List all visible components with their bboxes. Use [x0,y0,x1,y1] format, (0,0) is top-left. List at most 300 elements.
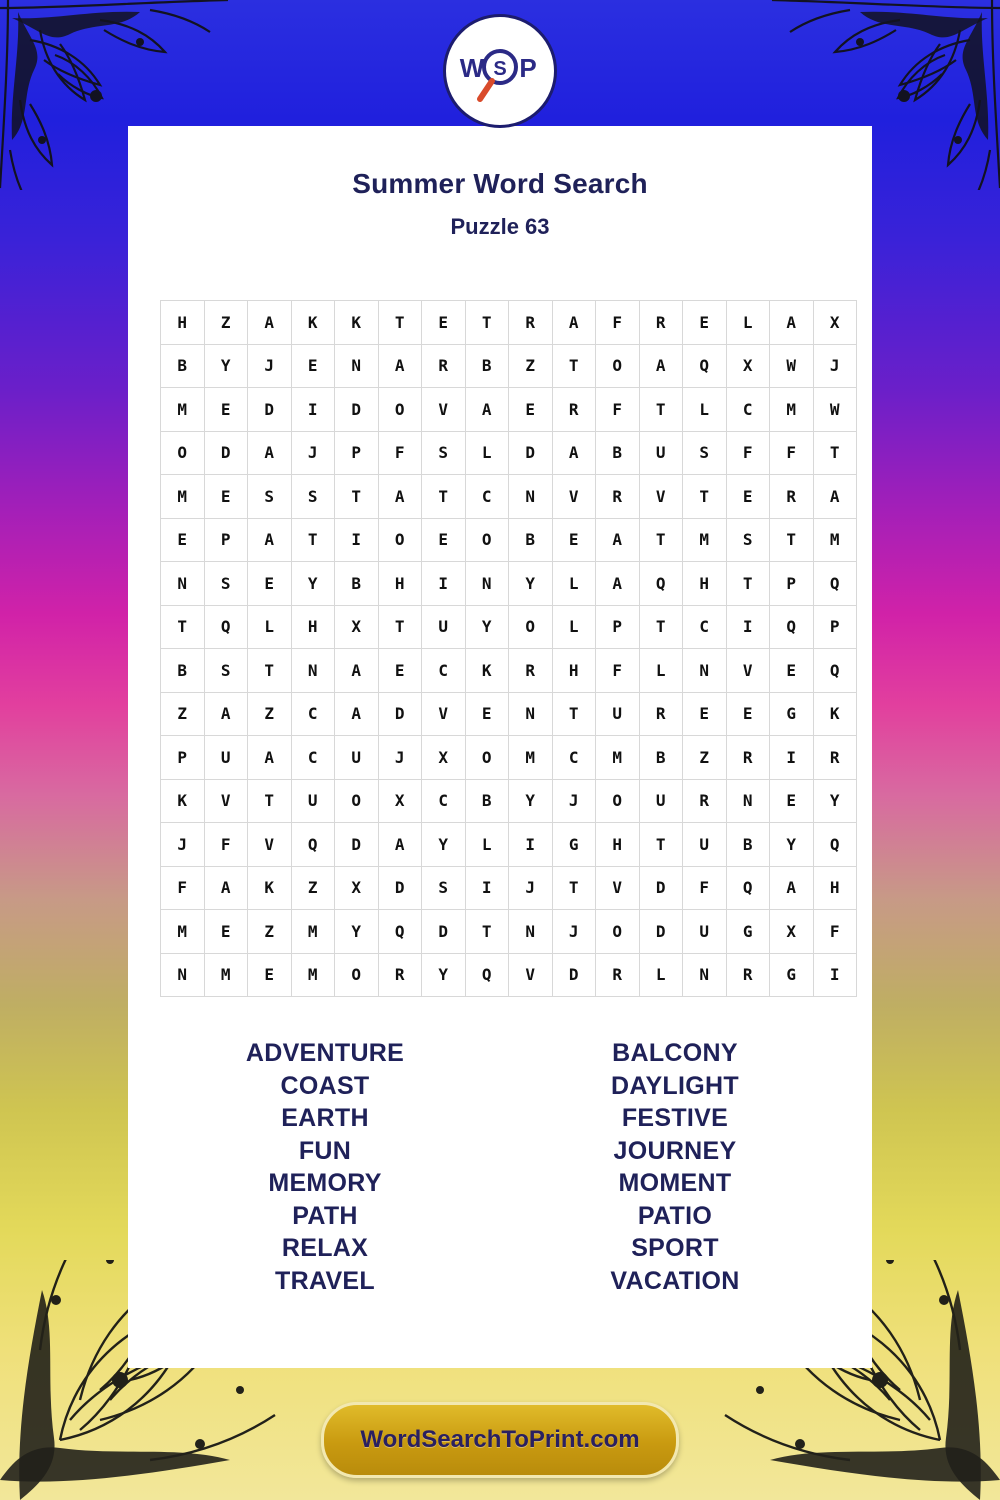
grid-cell[interactable]: A [813,475,857,519]
grid-row [161,344,857,388]
grid-cell[interactable]: A [378,823,422,867]
grid-cell[interactable]: D [509,431,553,475]
grid-cell[interactable]: R [770,475,814,519]
grid-cell[interactable]: T [639,605,683,649]
grid-row [161,605,857,649]
grid-cell[interactable]: Y [770,823,814,867]
grid-cell[interactable]: A [248,736,292,780]
puzzle-sheet [128,126,872,1368]
grid-cell[interactable]: T [465,910,509,954]
grid-cell[interactable]: S [422,431,466,475]
grid-row [161,649,857,693]
grid-cell[interactable]: L [552,605,596,649]
grid-cell[interactable]: A [770,301,814,345]
grid-cell[interactable]: T [248,649,292,693]
word-list-item: MEMORY [268,1169,382,1197]
word-list [160,1037,840,1297]
grid-cell[interactable]: D [335,823,379,867]
grid-cell[interactable]: N [509,692,553,736]
grid-cell[interactable]: V [552,475,596,519]
grid-cell[interactable]: I [770,736,814,780]
grid-cell[interactable]: M [683,518,727,562]
grid-cell[interactable]: I [335,518,379,562]
grid-cell[interactable]: F [596,301,640,345]
grid-row [161,301,857,345]
word-list-item: SPORT [631,1234,719,1262]
grid-cell[interactable]: T [813,431,857,475]
grid-cell[interactable]: H [813,866,857,910]
grid-cell[interactable]: I [726,605,770,649]
grid-cell[interactable]: A [248,301,292,345]
page-title: Summer Word Search [352,168,648,199]
grid-cell[interactable]: Q [465,953,509,997]
grid-cell[interactable]: B [465,779,509,823]
grid-cell[interactable]: X [335,866,379,910]
grid-cell[interactable]: V [509,953,553,997]
grid-cell[interactable]: E [770,649,814,693]
grid-cell[interactable]: F [813,910,857,954]
grid-cell[interactable]: I [422,562,466,606]
grid-cell[interactable]: E [161,518,205,562]
grid-cell[interactable]: A [378,475,422,519]
grid-cell[interactable]: E [683,692,727,736]
grid-cell[interactable]: O [378,518,422,562]
grid-cell[interactable]: P [813,605,857,649]
grid-cell[interactable]: T [552,692,596,736]
grid-cell[interactable]: L [248,605,292,649]
grid-cell[interactable]: J [552,779,596,823]
grid-cell[interactable]: X [726,344,770,388]
grid-cell[interactable]: S [248,475,292,519]
grid-cell[interactable]: A [552,301,596,345]
grid-cell[interactable]: H [683,562,727,606]
grid-cell[interactable]: E [378,649,422,693]
grid-cell[interactable]: O [465,736,509,780]
grid-row [161,910,857,954]
grid-cell[interactable]: Q [813,649,857,693]
grid-cell[interactable]: K [813,692,857,736]
grid-cell[interactable]: A [378,344,422,388]
grid-cell[interactable]: T [726,562,770,606]
grid-cell[interactable]: V [639,475,683,519]
wsp-logo [443,14,557,128]
grid-cell[interactable]: M [291,953,335,997]
grid-cell[interactable]: T [683,475,727,519]
grid-cell[interactable]: N [683,649,727,693]
grid-cell[interactable]: S [291,475,335,519]
grid-cell[interactable]: J [291,431,335,475]
grid-cell[interactable]: D [248,388,292,432]
grid-cell[interactable]: S [422,866,466,910]
grid-cell[interactable]: O [465,518,509,562]
grid-cell[interactable]: W [813,388,857,432]
grid-row [161,475,857,519]
grid-cell[interactable]: B [726,823,770,867]
grid-cell[interactable]: R [509,649,553,693]
grid-cell[interactable]: V [726,649,770,693]
grid-cell[interactable]: U [291,779,335,823]
grid-cell[interactable]: E [248,562,292,606]
word-search-grid-wrapper [160,300,840,997]
grid-cell[interactable]: G [770,692,814,736]
grid-cell[interactable]: X [335,605,379,649]
grid-cell[interactable]: R [596,475,640,519]
grid-row [161,779,857,823]
word-list-item: TRAVEL [275,1266,375,1295]
word-list-right-column [510,1037,840,1297]
grid-cell[interactable]: M [161,388,205,432]
grid-cell[interactable]: L [639,649,683,693]
grid-cell[interactable]: D [378,866,422,910]
grid-cell[interactable]: E [422,518,466,562]
grid-cell[interactable]: D [639,910,683,954]
grid-cell[interactable]: V [422,388,466,432]
grid-cell[interactable]: E [683,301,727,345]
word-list-item: BALCONY [612,1039,738,1067]
grid-cell[interactable]: A [204,866,248,910]
grid-cell[interactable]: O [335,953,379,997]
grid-cell[interactable]: O [378,388,422,432]
grid-cell[interactable]: K [248,866,292,910]
grid-cell[interactable]: R [422,344,466,388]
grid-cell[interactable]: Y [422,953,466,997]
word-list-item: VACATION [610,1266,740,1295]
grid-cell[interactable]: C [422,779,466,823]
grid-cell[interactable]: A [639,344,683,388]
grid-cell[interactable]: H [291,605,335,649]
grid-cell[interactable]: L [465,431,509,475]
grid-cell[interactable]: A [596,562,640,606]
grid-cell[interactable]: A [204,692,248,736]
grid-cell[interactable]: B [465,344,509,388]
grid-cell[interactable]: D [204,431,248,475]
grid-cell[interactable]: N [465,562,509,606]
grid-cell[interactable]: H [161,301,205,345]
grid-cell[interactable]: T [378,301,422,345]
grid-cell[interactable]: P [161,736,205,780]
word-list-item: ADVENTURE [245,1039,405,1067]
grid-cell[interactable]: Q [813,562,857,606]
grid-cell[interactable]: O [596,910,640,954]
grid-cell[interactable]: E [204,910,248,954]
grid-cell[interactable]: D [378,692,422,736]
grid-cell[interactable]: F [683,866,727,910]
grid-cell[interactable]: A [465,388,509,432]
grid-cell[interactable]: Y [335,910,379,954]
word-list-item: PATIO [637,1201,713,1230]
grid-cell[interactable]: Q [726,866,770,910]
grid-cell[interactable]: I [465,866,509,910]
grid-cell[interactable]: X [813,301,857,345]
grid-cell[interactable]: I [813,953,857,997]
grid-cell[interactable]: U [422,605,466,649]
grid-cell[interactable]: B [639,736,683,780]
grid-cell[interactable]: Q [683,344,727,388]
grid-cell[interactable]: N [161,562,205,606]
grid-cell[interactable]: X [378,779,422,823]
grid-cell[interactable]: E [204,475,248,519]
grid-cell[interactable]: M [596,736,640,780]
grid-cell[interactable]: M [204,953,248,997]
grid-cell[interactable]: N [726,779,770,823]
grid-cell[interactable]: T [552,866,596,910]
grid-cell[interactable]: X [770,910,814,954]
grid-cell[interactable]: F [596,649,640,693]
grid-cell[interactable]: V [422,692,466,736]
grid-row [161,866,857,910]
grid-cell[interactable]: M [509,736,553,780]
word-list-item: JOURNEY [613,1136,737,1165]
grid-cell[interactable]: T [639,823,683,867]
grid-cell[interactable]: Z [509,344,553,388]
grid-cell[interactable]: M [770,388,814,432]
puzzle-number: Puzzle 63 [450,214,550,239]
grid-cell[interactable]: U [204,736,248,780]
grid-row [161,692,857,736]
grid-cell[interactable]: P [204,518,248,562]
grid-cell[interactable]: R [639,692,683,736]
grid-cell[interactable]: Y [509,562,553,606]
grid-cell[interactable]: Q [291,823,335,867]
grid-cell[interactable]: T [291,518,335,562]
grid-cell[interactable]: L [639,953,683,997]
grid-cell[interactable]: N [683,953,727,997]
grid-cell[interactable]: H [552,649,596,693]
grid-cell[interactable]: T [552,344,596,388]
grid-cell[interactable]: Q [639,562,683,606]
grid-cell[interactable]: C [291,736,335,780]
grid-cell[interactable]: E [291,344,335,388]
grid-cell[interactable]: T [639,388,683,432]
grid-cell[interactable]: R [726,736,770,780]
grid-cell[interactable]: O [596,779,640,823]
grid-cell[interactable]: E [770,779,814,823]
grid-cell[interactable]: Y [813,779,857,823]
grid-row [161,953,857,997]
grid-cell[interactable]: C [726,388,770,432]
word-list-item: FESTIVE [621,1104,729,1132]
grid-cell[interactable]: J [552,910,596,954]
grid-row [161,388,857,432]
grid-cell[interactable]: I [291,388,335,432]
grid-cell[interactable]: Q [378,910,422,954]
grid-cell[interactable]: G [552,823,596,867]
grid-cell[interactable]: L [552,562,596,606]
grid-cell[interactable]: P [770,562,814,606]
grid-cell[interactable]: R [378,953,422,997]
grid-cell[interactable]: M [813,518,857,562]
grid-cell[interactable]: P [335,431,379,475]
grid-cell[interactable]: T [422,475,466,519]
grid-cell[interactable]: R [639,301,683,345]
grid-cell[interactable]: V [596,866,640,910]
grid-cell[interactable]: C [465,475,509,519]
grid-cell[interactable]: D [552,953,596,997]
grid-cell[interactable]: A [248,518,292,562]
grid-cell[interactable]: U [683,910,727,954]
word-list-item: PATH [292,1201,358,1230]
grid-cell[interactable]: F [726,431,770,475]
grid-cell[interactable]: D [335,388,379,432]
grid-cell[interactable]: O [335,779,379,823]
grid-cell[interactable]: A [335,692,379,736]
grid-cell[interactable]: R [813,736,857,780]
grid-cell[interactable]: H [378,562,422,606]
logo-letter-s: S [493,58,507,80]
grid-cell[interactable]: L [465,823,509,867]
grid-cell[interactable]: U [639,431,683,475]
grid-cell[interactable]: A [335,649,379,693]
grid-cell[interactable]: Q [813,823,857,867]
grid-cell[interactable]: T [248,779,292,823]
grid-cell[interactable]: T [161,605,205,649]
grid-cell[interactable]: F [204,823,248,867]
grid-cell[interactable]: J [248,344,292,388]
grid-cell[interactable]: O [596,344,640,388]
grid-cell[interactable]: Y [422,823,466,867]
grid-row [161,562,857,606]
grid-cell[interactable]: M [161,910,205,954]
grid-cell[interactable]: N [161,953,205,997]
grid-cell[interactable]: Z [204,301,248,345]
grid-row [161,431,857,475]
grid-cell[interactable]: E [726,475,770,519]
grid-cell[interactable]: T [770,518,814,562]
grid-cell[interactable]: F [161,866,205,910]
grid-cell[interactable]: Y [509,779,553,823]
grid-cell[interactable]: Z [291,866,335,910]
grid-cell[interactable]: A [248,431,292,475]
grid-cell[interactable]: M [291,910,335,954]
word-list-item: COAST [280,1071,370,1100]
grid-cell[interactable]: B [509,518,553,562]
grid-cell[interactable]: O [161,431,205,475]
grid-cell[interactable]: G [770,953,814,997]
grid-cell[interactable]: N [335,344,379,388]
grid-cell[interactable]: L [683,388,727,432]
grid-cell[interactable]: T [465,301,509,345]
grid-cell[interactable]: R [726,953,770,997]
grid-cell[interactable]: L [726,301,770,345]
grid-cell[interactable]: I [509,823,553,867]
grid-cell[interactable]: J [161,823,205,867]
website-button[interactable] [321,1402,679,1478]
grid-cell[interactable]: J [813,344,857,388]
grid-cell[interactable]: E [422,301,466,345]
grid-cell[interactable]: A [552,431,596,475]
grid-cell[interactable]: E [552,518,596,562]
grid-cell[interactable]: H [596,823,640,867]
grid-cell[interactable]: Q [204,605,248,649]
logo-letter-p: P [519,53,537,83]
grid-cell[interactable]: K [161,779,205,823]
grid-cell[interactable]: S [204,562,248,606]
grid-cell[interactable]: Y [204,344,248,388]
grid-cell[interactable]: Z [161,692,205,736]
grid-cell[interactable]: S [683,431,727,475]
grid-cell[interactable]: N [509,475,553,519]
logo-letter-w: W [459,53,485,83]
grid-cell[interactable]: E [465,692,509,736]
grid-cell[interactable]: F [378,431,422,475]
grid-cell[interactable]: K [465,649,509,693]
grid-cell[interactable]: S [204,649,248,693]
grid-cell[interactable]: V [248,823,292,867]
grid-cell[interactable]: Y [291,562,335,606]
grid-cell[interactable]: W [770,344,814,388]
grid-cell[interactable]: E [509,388,553,432]
grid-cell[interactable]: U [335,736,379,780]
grid-cell[interactable]: E [726,692,770,736]
grid-cell[interactable]: T [378,605,422,649]
word-list-item: EARTH [281,1104,369,1132]
grid-cell[interactable]: S [726,518,770,562]
grid-cell[interactable]: R [509,301,553,345]
grid-cell[interactable]: Z [248,692,292,736]
grid-cell[interactable]: K [291,301,335,345]
grid-cell[interactable]: C [552,736,596,780]
grid-cell[interactable]: V [204,779,248,823]
grid-cell[interactable]: B [161,344,205,388]
grid-cell[interactable]: E [248,953,292,997]
grid-cell[interactable]: R [683,779,727,823]
grid-cell[interactable]: T [335,475,379,519]
word-search-grid[interactable] [160,300,857,997]
word-list-item: RELAX [281,1234,369,1262]
grid-cell[interactable]: M [161,475,205,519]
grid-cell[interactable]: Q [770,605,814,649]
grid-cell[interactable]: Z [683,736,727,780]
grid-cell[interactable]: B [596,431,640,475]
grid-cell[interactable]: C [291,692,335,736]
grid-cell[interactable]: Z [248,910,292,954]
grid-cell[interactable]: T [639,518,683,562]
grid-cell[interactable]: B [335,562,379,606]
website-button-label: WordSearchToPrint.com [360,1426,640,1453]
grid-cell[interactable]: U [596,692,640,736]
grid-cell[interactable]: U [639,779,683,823]
grid-cell[interactable]: J [378,736,422,780]
grid-row [161,736,857,780]
grid-cell[interactable]: U [683,823,727,867]
grid-cell[interactable]: N [509,910,553,954]
word-list-left-column [160,1037,490,1297]
grid-cell[interactable]: B [161,649,205,693]
grid-cell[interactable]: E [204,388,248,432]
grid-cell[interactable]: R [596,953,640,997]
grid-cell[interactable]: K [335,301,379,345]
grid-row [161,823,857,867]
grid-cell[interactable]: C [683,605,727,649]
grid-cell[interactable]: D [639,866,683,910]
grid-cell[interactable]: G [726,910,770,954]
grid-cell[interactable]: Y [465,605,509,649]
grid-cell[interactable]: J [509,866,553,910]
grid-cell[interactable]: C [422,649,466,693]
grid-cell[interactable]: A [596,518,640,562]
grid-row [161,518,857,562]
word-list-item: DAYLIGHT [611,1071,739,1100]
grid-cell[interactable]: A [770,866,814,910]
grid-cell[interactable]: P [596,605,640,649]
grid-cell[interactable]: D [422,910,466,954]
grid-cell[interactable]: F [770,431,814,475]
grid-cell[interactable]: O [509,605,553,649]
grid-cell[interactable]: R [552,388,596,432]
grid-cell[interactable]: F [596,388,640,432]
grid-cell[interactable]: X [422,736,466,780]
grid-cell[interactable]: N [291,649,335,693]
